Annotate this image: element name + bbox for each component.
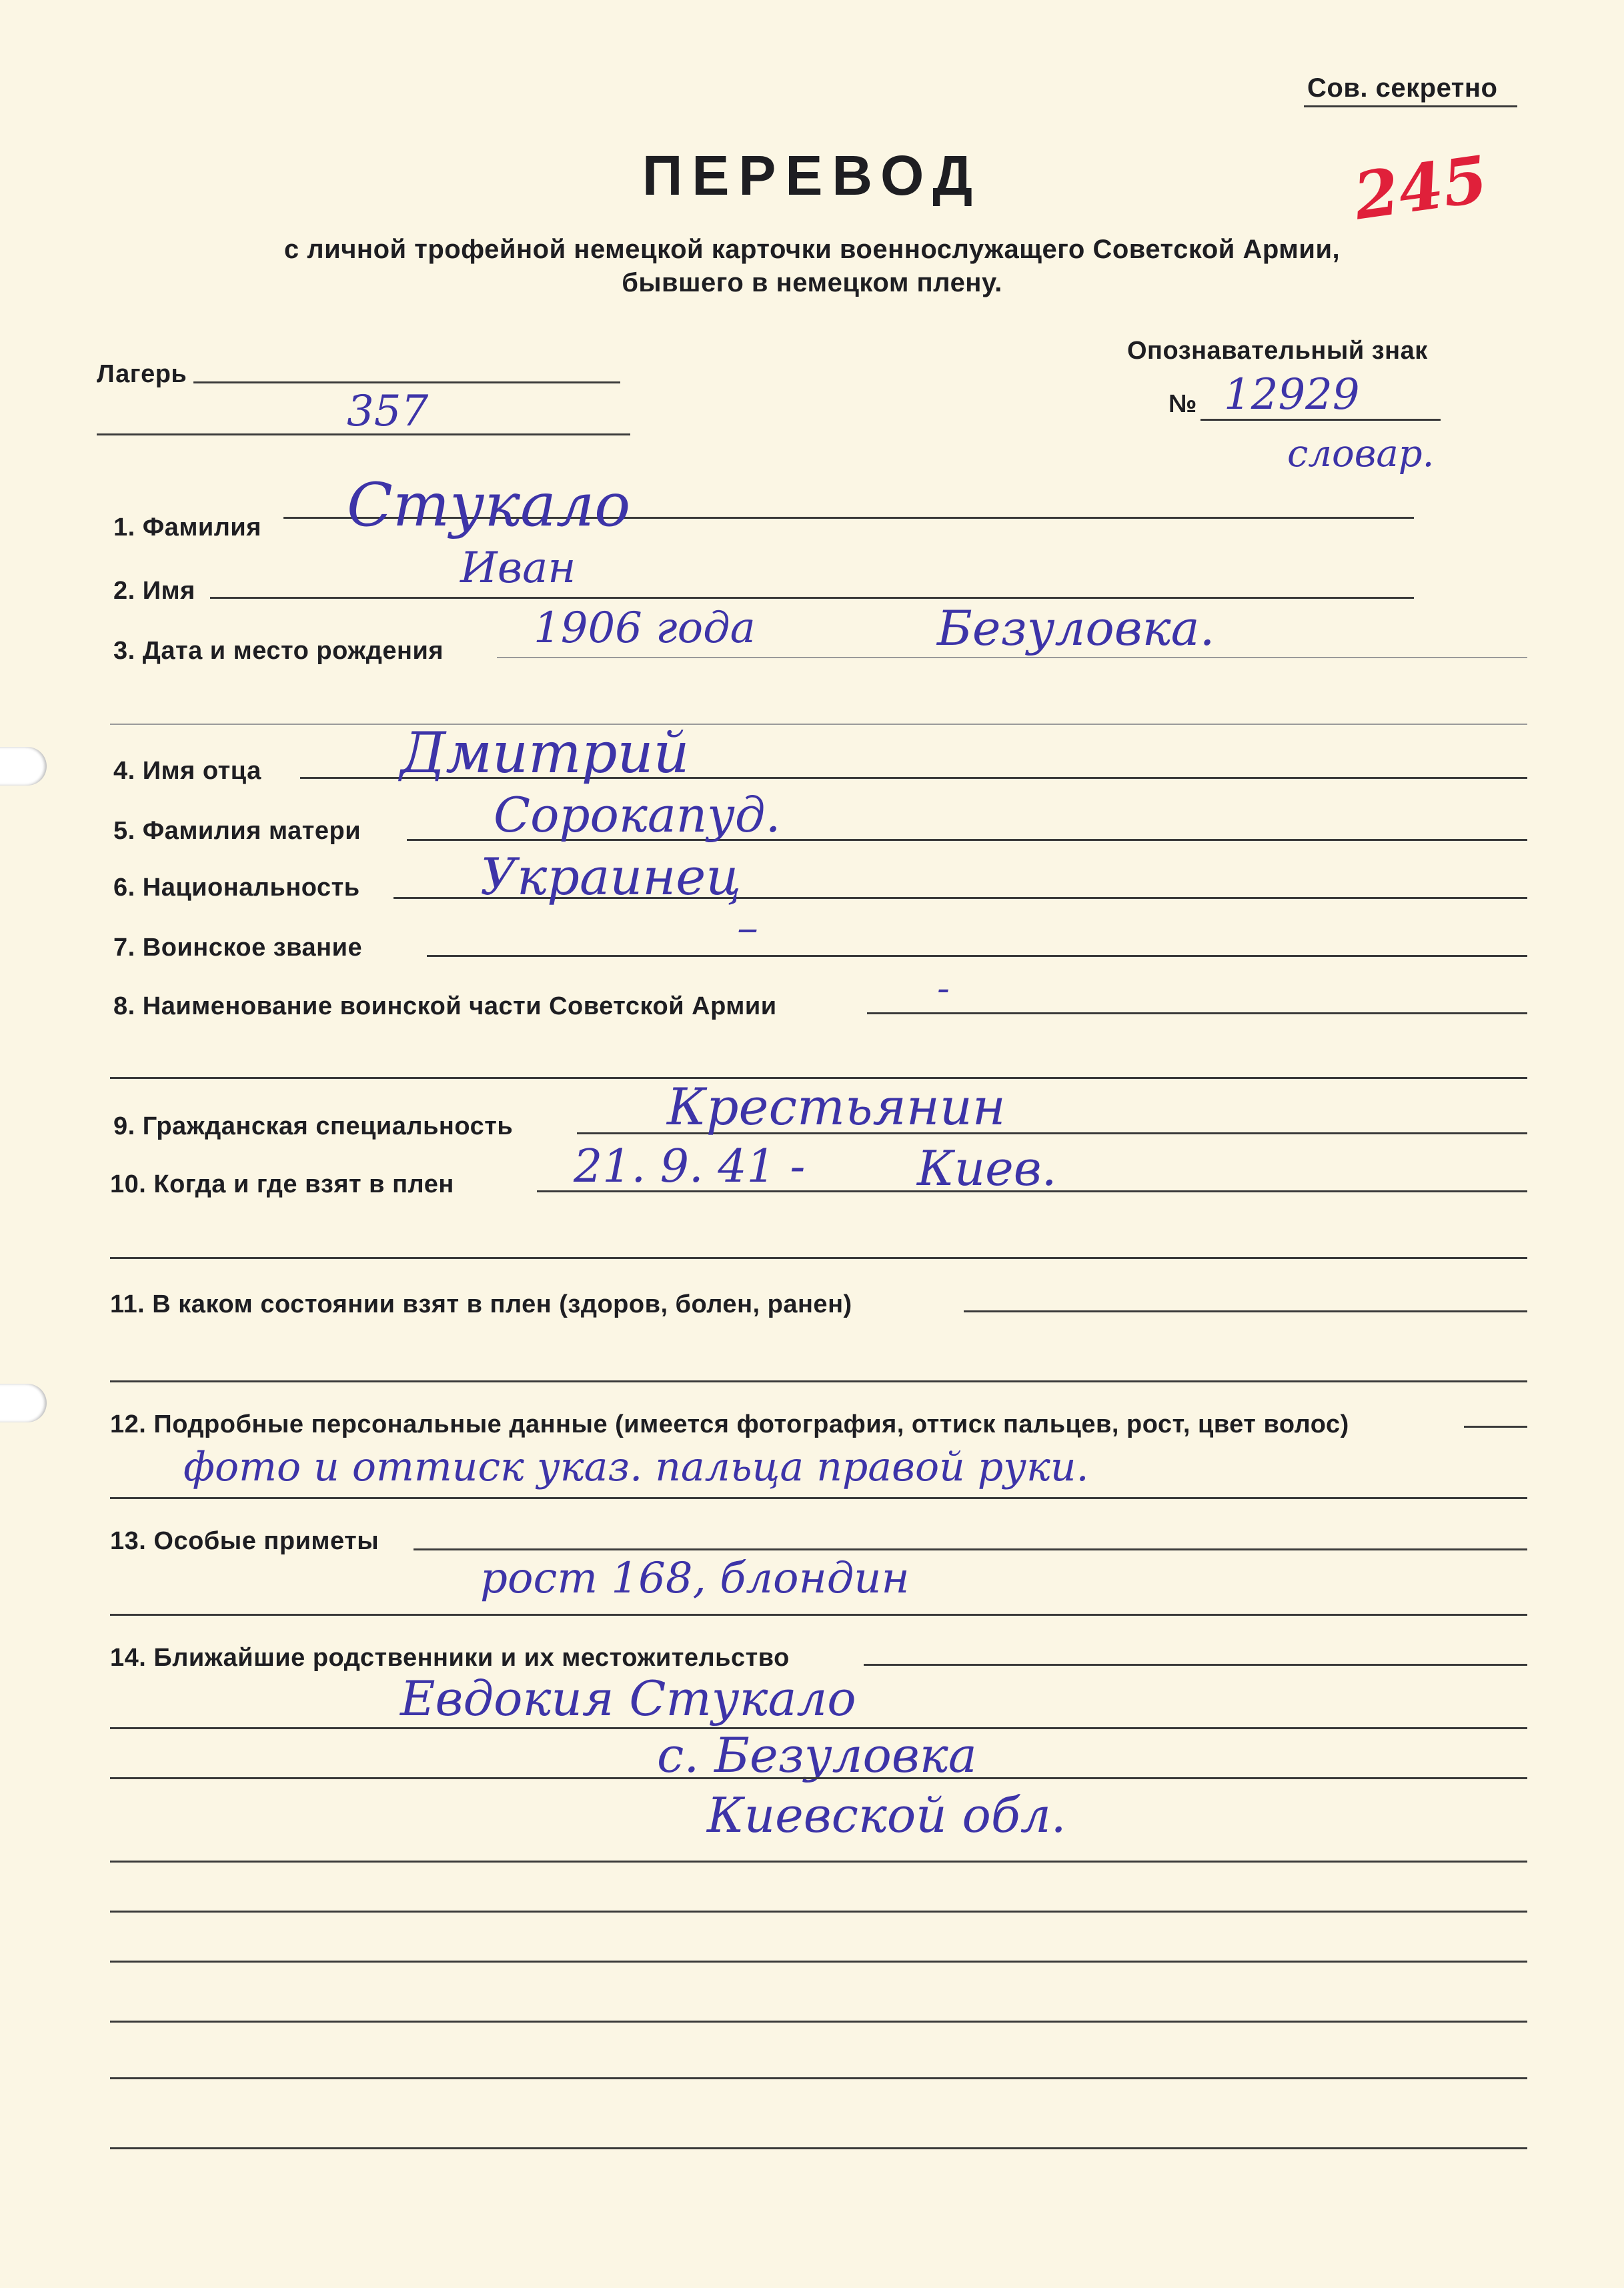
field-2-value: Иван bbox=[460, 543, 576, 593]
field-12-extra-line bbox=[110, 1497, 1527, 1499]
field-12-value: фото и оттиск указ. пальца правой руки. bbox=[183, 1444, 1089, 1490]
field-12-line bbox=[1464, 1426, 1527, 1428]
field-5-label: 5. Фамилия матери bbox=[113, 817, 361, 845]
blank-line-4 bbox=[110, 1911, 1527, 1913]
field-10-capture-date: 21. 9. 41 - bbox=[574, 1140, 806, 1193]
field-7-value: – bbox=[737, 904, 758, 953]
field-6-label: 6. Национальность bbox=[113, 874, 360, 902]
blank-line-5 bbox=[110, 1961, 1527, 1963]
field-3-line bbox=[497, 657, 1527, 658]
field-14-line bbox=[864, 1664, 1527, 1666]
field-3-label: 3. Дата и место рождения bbox=[113, 637, 444, 665]
camp-line-1 bbox=[193, 381, 620, 383]
field-4-value: Дмитрий bbox=[400, 720, 690, 786]
field-6-value: Украинец bbox=[480, 847, 742, 906]
field-11-label: 11. В каком состоянии взят в плен (здоров, болен, ранен) bbox=[110, 1290, 852, 1318]
blank-line-7 bbox=[110, 2077, 1527, 2079]
field-10-label: 10. Когда и где взят в плен bbox=[110, 1170, 454, 1198]
field-8-line bbox=[867, 1012, 1527, 1014]
document-title: ПЕРЕВОД bbox=[642, 144, 982, 207]
field-3-birth-year: 1906 года bbox=[534, 604, 756, 653]
secret-underline bbox=[1304, 105, 1517, 107]
camp-line-2 bbox=[97, 433, 630, 435]
document-subtitle-line-2: бывшего в немецком плену. bbox=[622, 268, 1002, 297]
field-5-value: Сорокапуд. bbox=[494, 787, 781, 843]
field-13-line bbox=[414, 1548, 1527, 1550]
field-13-extra-line bbox=[110, 1614, 1527, 1616]
camp-label: Лагерь bbox=[97, 360, 187, 388]
field-10-capture-place: Киев. bbox=[917, 1140, 1057, 1196]
field-1-value: Стукало bbox=[347, 470, 631, 540]
punch-hole-bottom bbox=[0, 1384, 47, 1422]
id-tag-note: словар. bbox=[1287, 432, 1435, 475]
field-11-line bbox=[964, 1310, 1527, 1312]
field-3-birth-place: Безуловка. bbox=[937, 600, 1215, 656]
id-tag-prefix: № bbox=[1168, 390, 1197, 418]
punch-hole-top bbox=[0, 747, 47, 786]
document-subtitle-line-1: с личной трофейной немецкой карточки военнослужащего Советской Армии, bbox=[283, 235, 1341, 264]
field-14-relative-village: с. Безуловка bbox=[657, 1727, 977, 1783]
field-12-label: 12. Подробные персональные данные (имеется фотография, оттиск пальцев, рост, цвет волос) bbox=[110, 1410, 1349, 1438]
id-tag-value: 12929 bbox=[1224, 370, 1360, 419]
blank-line-3 bbox=[110, 1861, 1527, 1863]
camp-value: 357 bbox=[347, 387, 429, 436]
field-9-label: 9. Гражданская специальность bbox=[113, 1112, 514, 1140]
field-13-value: рост 168, блондин bbox=[480, 1554, 910, 1603]
field-14-relative-region: Киевской обл. bbox=[707, 1787, 1066, 1843]
field-7-line bbox=[427, 955, 1527, 957]
field-1-label: 1. Фамилия bbox=[113, 513, 261, 541]
field-2-label: 2. Имя bbox=[113, 577, 195, 605]
field-14-label: 14. Ближайшие родственники и их местожительство bbox=[110, 1644, 790, 1672]
field-2-line bbox=[210, 597, 1414, 599]
id-tag-label: Опознавательный знак bbox=[1127, 337, 1428, 365]
red-archive-number: 245 bbox=[1349, 141, 1493, 235]
field-9-value: Крестьянин bbox=[667, 1077, 1006, 1136]
field-14-relative-name: Евдокия Стукало bbox=[400, 1670, 856, 1727]
blank-line-2 bbox=[110, 1777, 1527, 1779]
field-10-extra-line bbox=[110, 1257, 1527, 1259]
field-3-extra-line bbox=[110, 724, 1527, 725]
field-8-value: - bbox=[937, 967, 950, 1010]
blank-line-6 bbox=[110, 2021, 1527, 2023]
blank-line-8 bbox=[110, 2147, 1527, 2149]
field-7-label: 7. Воинское звание bbox=[113, 934, 363, 962]
field-8-label: 8. Наименование воинской части Советской Армии bbox=[113, 992, 777, 1020]
field-13-label: 13. Особые приметы bbox=[110, 1527, 379, 1555]
field-4-label: 4. Имя отца bbox=[113, 757, 261, 785]
field-11-extra-line bbox=[110, 1380, 1527, 1382]
secret-stamp: Сов. секретно bbox=[1307, 73, 1498, 103]
